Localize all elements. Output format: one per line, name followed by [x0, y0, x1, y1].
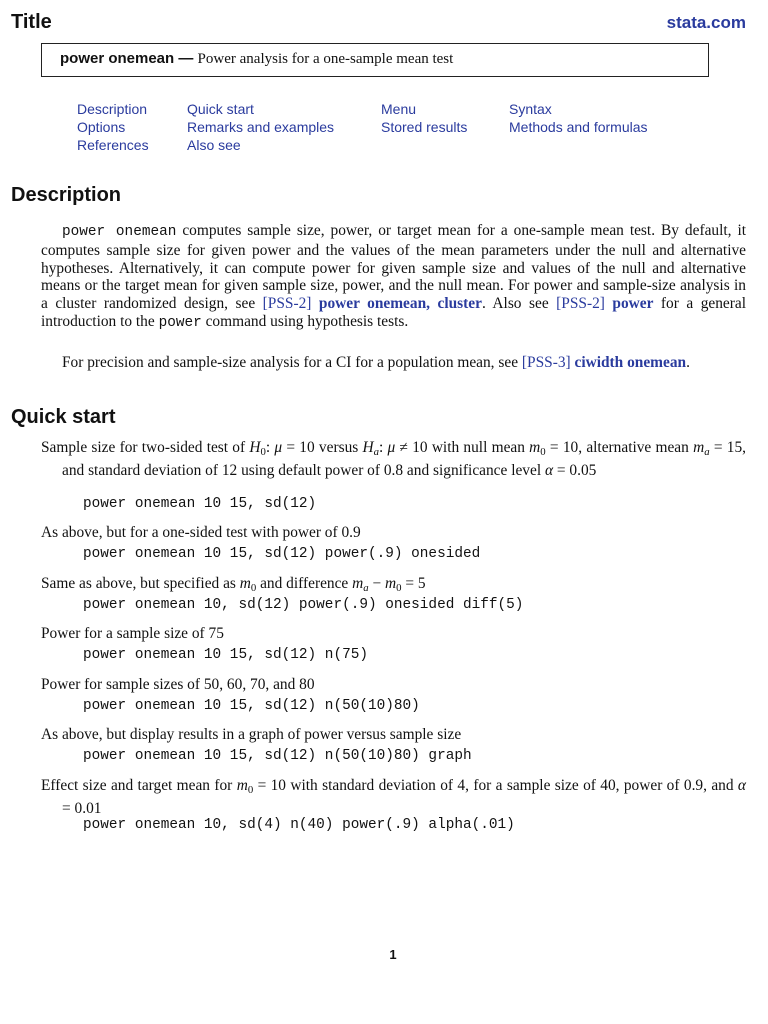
title-command: power onemean	[60, 50, 175, 67]
link-ciwidth-onemean[interactable]: ciwidth onemean	[574, 354, 687, 371]
quick-start-item-text: Power for a sample size of 75	[41, 625, 224, 642]
quick-start-command: power onemean 10, sd(4) n(40) power(.9) alpha(.01)	[83, 817, 515, 833]
quick-start-item-text: Same as above, but specified as $m_0$ and difference $m_a - m_0 = 5$	[41, 575, 426, 594]
toc-link-description[interactable]: Description	[77, 101, 148, 117]
ci-abbrev: CI	[335, 354, 352, 371]
manual-ref-pss3[interactable]: [PSS-3]	[521, 354, 571, 371]
page-number: 1	[389, 947, 397, 962]
link-power-onemean-cluster[interactable]: power onemean, cluster	[318, 295, 482, 313]
link-power[interactable]: power	[612, 295, 654, 313]
quick-start-command: power onemean 10 15, sd(12) n(75)	[83, 647, 368, 663]
inline-command: power onemean	[62, 224, 177, 240]
toc-link-quick-start[interactable]: Quick start	[187, 101, 254, 117]
description-paragraph-2	[41, 354, 746, 372]
toc-link-stored-results[interactable]: Stored results	[381, 119, 468, 135]
quick-start-item-text: As above, but display results in a graph of power versus sample size	[41, 726, 462, 743]
title-dash: —	[174, 50, 198, 67]
quick-start-command: power onemean 10, sd(12) power(.9) onesided diff(5)	[83, 597, 524, 613]
title-description: Power analysis for a one-sample mean test	[197, 51, 454, 67]
quick-start-command: power onemean 10 15, sd(12) n(50(10)80)	[83, 698, 420, 714]
manual-ref-pss2[interactable]: [PSS-2]	[556, 295, 605, 313]
quick-start-item-text: Sample size for two-sided test of $H_0$: μ = 10 versus $H_a$: μ ≠ 10 with null mean $m_0 = 10$, alternative mean $m_a = 15$, and standard deviation of 12 using default power of 0.8 and significance level α = 0.05	[41, 439, 746, 479]
quick-start-item-text: As above, but for a one-sided test with power of 0.9	[41, 524, 361, 541]
toc-link-remarks-examples[interactable]: Remarks and examples	[187, 119, 335, 135]
description-text: For precision and sample-size analysis for a	[62, 354, 336, 371]
toc-link-options[interactable]: Options	[77, 119, 126, 135]
description-text: computes sample size, power, or target mean for a one-sample mean test. By default, it computes sample size for given power and the values of the mean parameters under the null and alternative hypotheses. Alternatively, it can compute power for given sample size and values of the null and alternative means or the target mean for given sample size, power, and the null mean. For power and sample-size analysis in a cluster randomized design, see	[41, 222, 746, 313]
toc-link-syntax[interactable]: Syntax	[509, 101, 552, 117]
description-paragraph-1	[41, 222, 746, 333]
title-box	[41, 43, 709, 77]
description-text: command using hypothesis tests.	[201, 312, 409, 330]
inline-command: power	[158, 314, 202, 331]
page-header-title: Title	[11, 11, 52, 33]
description-heading: Description	[11, 184, 122, 206]
quick-start-item-text: Effect size and target mean for $m_0 = 10$ with standard deviation of 4, for a sample size of 40, power of 0.9, and α = 0.01	[41, 777, 747, 817]
quick-start-item-text: Power for sample sizes of 50, 60, 70, and 80	[41, 676, 315, 693]
description-text: for a general introduction to the	[41, 295, 746, 330]
description-text: . Also see	[481, 295, 557, 313]
toc-link-menu[interactable]: Menu	[381, 101, 417, 117]
quick-start-command: power onemean 10 15, sd(12)	[83, 496, 317, 512]
description-text: .	[686, 354, 690, 371]
toc-link-references[interactable]: References	[77, 137, 149, 153]
manual-ref-pss2[interactable]: [PSS-2]	[262, 295, 312, 313]
toc-link-methods-formulas[interactable]: Methods and formulas	[509, 119, 648, 135]
toc-link-also-see[interactable]: Also see	[187, 137, 241, 153]
quick-start-command: power onemean 10 15, sd(12) power(.9) onesided	[83, 546, 481, 562]
quick-start-heading: Quick start	[11, 406, 116, 428]
stata-site-link[interactable]: stata.com	[666, 13, 746, 32]
description-text: for a population mean, see	[351, 354, 522, 371]
quick-start-command: power onemean 10 15, sd(12) n(50(10)80) graph	[83, 748, 472, 764]
